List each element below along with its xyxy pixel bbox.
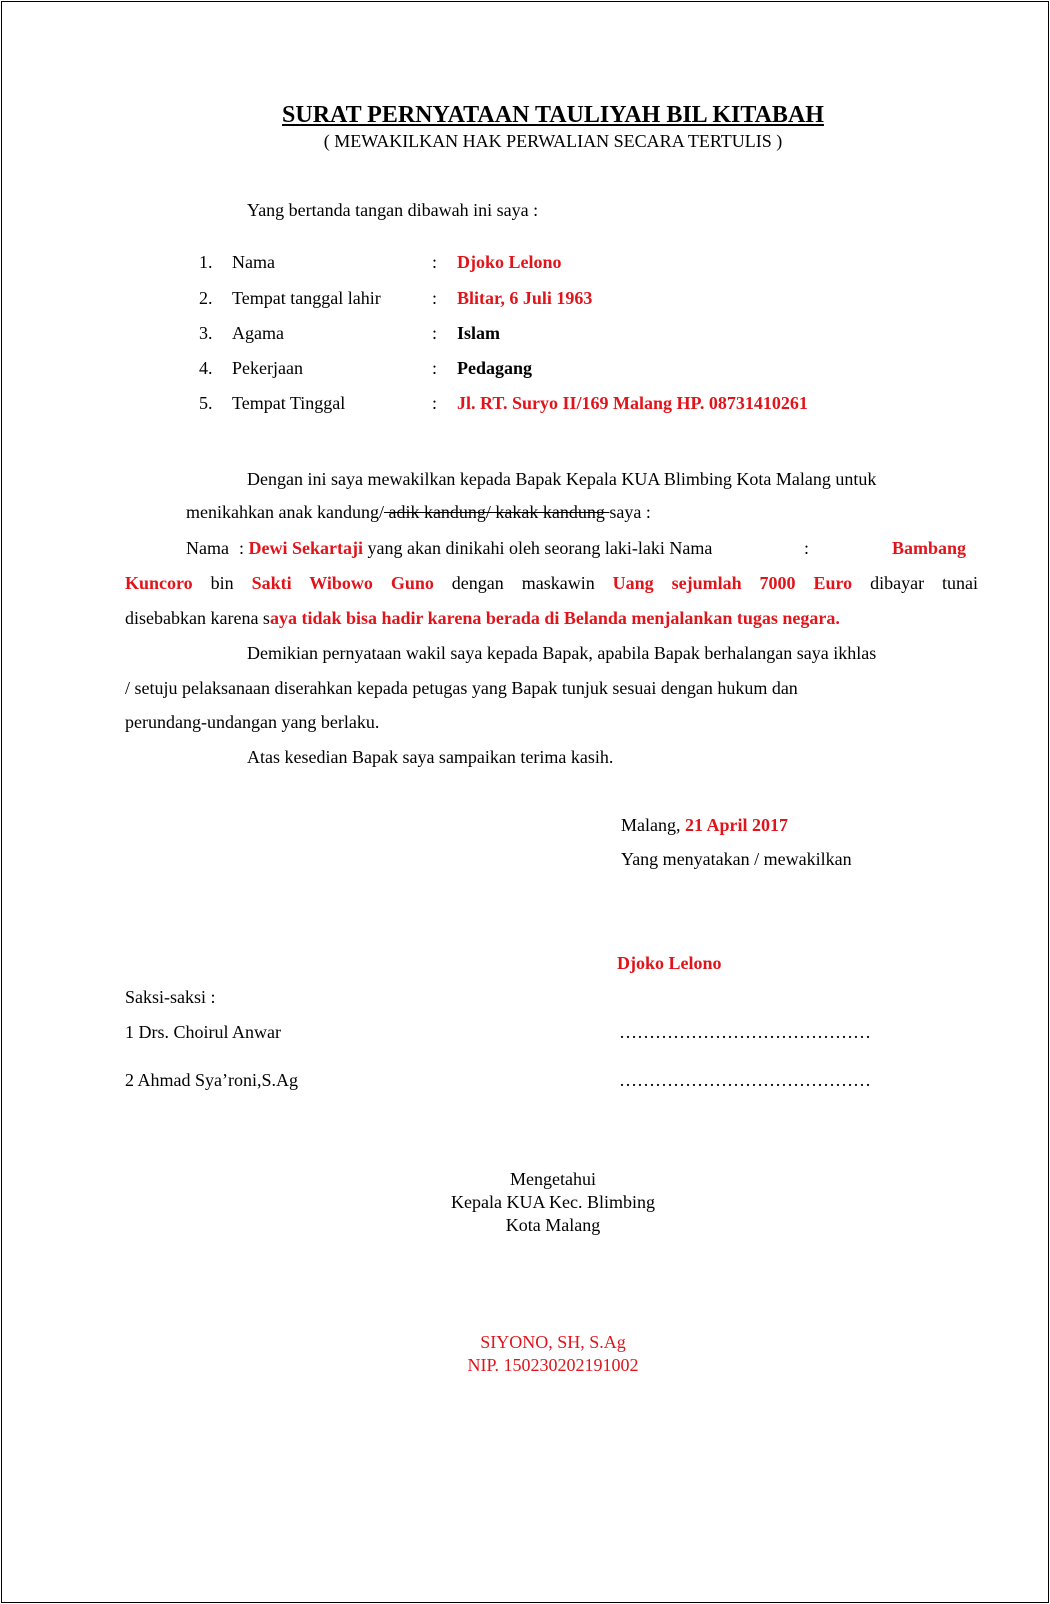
paragraph-6: Atas kesedian Bapak saya sampaikan terima kasih.: [247, 747, 614, 767]
paragraph-5-line-1: Demikian pernyataan wakil saya kepada Bapak, apabila Bapak berhalangan saya ikhlas: [247, 643, 877, 663]
field-colon: :: [432, 358, 438, 378]
document-subtitle: ( MEWAKILKAN HAK PERWALIAN SECARA TERTULIS ): [323, 131, 783, 151]
date: 21 April 2017: [684, 815, 788, 835]
field-colon: :: [432, 252, 438, 272]
paragraph-5-line-3: perundang-undangan yang berlaku.: [125, 712, 380, 732]
paragraph-4-line: [125, 608, 840, 629]
field-value-birth: Blitar, 6 Juli 1963: [457, 288, 593, 308]
field-label: Tempat tanggal lahir: [232, 288, 381, 308]
groom-first-name: Bambang: [892, 538, 967, 558]
dowry: Uang sejumlah 7000 Euro: [612, 573, 853, 593]
ack-heading: Mengetahui: [510, 1169, 596, 1189]
ack-city: Kota Malang: [505, 1215, 601, 1235]
text-segment: yang akan dinikahi oleh seorang laki-laki Nama: [362, 538, 713, 558]
field-number: 4.: [199, 358, 213, 378]
field-label: Agama: [232, 323, 284, 343]
intro-text: Yang bertanda tangan dibawah ini saya :: [247, 200, 539, 220]
field-number: 5.: [199, 393, 213, 413]
field-colon: :: [432, 393, 438, 413]
text-segment: dibayar tunai: [870, 573, 978, 593]
ack-position: Kepala KUA Kec. Blimbing: [451, 1192, 655, 1212]
field-value-occupation: Pedagang: [457, 358, 533, 378]
witnesses-heading: Saksi-saksi :: [125, 987, 216, 1007]
bride-name: Dewi Sekartaji: [248, 538, 363, 558]
paragraph-1-line-1: Dengan ini saya mewakilkan kepada Bapak Kepala KUA Blimbing Kota Malang untuk: [247, 469, 877, 489]
field-value-address: Jl. RT. Suryo II/169 Malang HP. 08731410261: [457, 393, 808, 413]
signature-date-line: [621, 815, 788, 836]
official-name: SIYONO, SH, S.Ag: [480, 1332, 626, 1352]
text-segment: saya :: [609, 502, 651, 522]
father-name: Sakti Wibowo Guno: [251, 573, 434, 593]
text-segment: bin: [210, 573, 234, 593]
paragraph-1-line-2: [186, 502, 651, 523]
field-number: 2.: [199, 288, 213, 308]
signature-role: Yang menyatakan / mewakilkan: [621, 849, 852, 869]
witness-name: 2 Ahmad Sya’roni,S.Ag: [125, 1070, 298, 1090]
paragraph-2-line: [186, 538, 712, 559]
witness-signature-line: ……………………………………: [619, 1070, 871, 1090]
groom-last-name: Kuncoro: [125, 573, 193, 593]
text-segment: disebabkan karena s: [125, 608, 270, 628]
absence-reason: aya tidak bisa hadir karena berada di Belanda menjalankan tugas negara.: [269, 608, 840, 628]
document-page: [1, 1, 1049, 1603]
field-number: 1.: [199, 252, 213, 272]
field-label: Pekerjaan: [232, 358, 303, 378]
colon: :: [804, 538, 810, 558]
colon: :: [238, 538, 249, 558]
witness-name: 1 Drs. Choirul Anwar: [125, 1022, 281, 1042]
official-nip: NIP. 150230202191002: [467, 1355, 639, 1375]
text-segment: menikahkan anak kandung/: [186, 502, 384, 522]
struck-text: adik kandung/ kakak kandung: [383, 502, 610, 522]
field-label: Nama: [232, 252, 275, 272]
document-title: SURAT PERNYATAAN TAULIYAH BIL KITABAH: [282, 102, 824, 128]
field-label: Tempat Tinggal: [232, 393, 346, 413]
paragraph-3-line: [125, 573, 978, 594]
field-number: 3.: [199, 323, 213, 343]
field-colon: :: [432, 288, 438, 308]
place: Malang,: [621, 815, 685, 835]
nama-label: Nama: [186, 538, 229, 558]
field-value-religion: Islam: [457, 323, 501, 343]
field-value-name: Djoko Lelono: [457, 252, 562, 272]
witness-signature-line: ……………………………………: [619, 1022, 871, 1042]
signer-name: Djoko Lelono: [617, 953, 722, 973]
paragraph-5-line-2: / setuju pelaksanaan diserahkan kepada petugas yang Bapak tunjuk sesuai dengan hukum dan: [125, 678, 798, 698]
text-segment: dengan maskawin: [451, 573, 595, 593]
field-colon: :: [432, 323, 438, 343]
